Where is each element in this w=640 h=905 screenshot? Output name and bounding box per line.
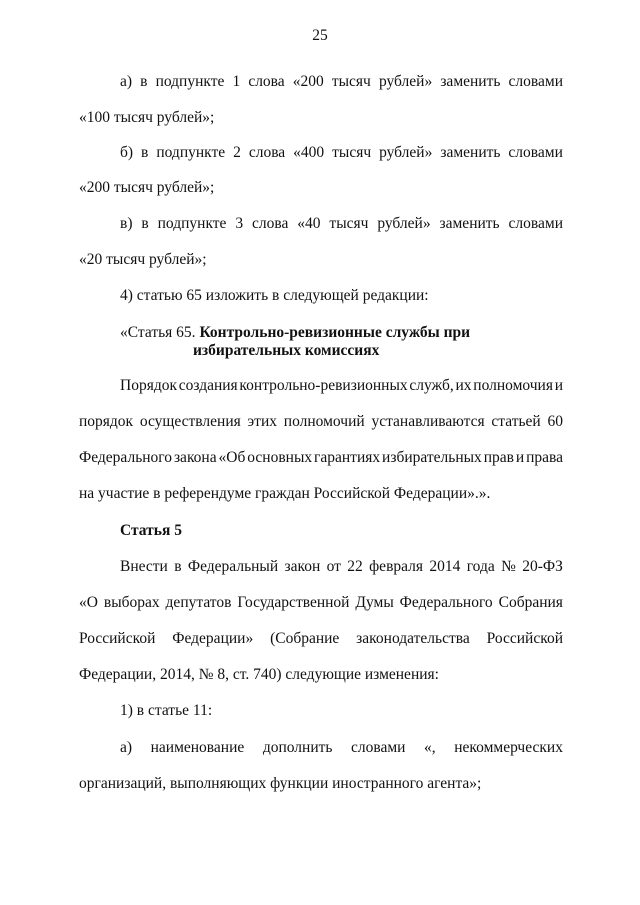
word: тысяч (331, 73, 371, 90)
article-5-heading: Статья 5 (120, 522, 182, 539)
word: депутатов (165, 594, 232, 611)
word: подпункте (157, 215, 227, 232)
article-5-line3 (79, 629, 563, 649)
word: слова (248, 73, 285, 90)
article-65-para-line1 (120, 376, 563, 396)
word: дополнить (262, 739, 333, 756)
word: а) (120, 73, 133, 90)
article-65-title-line1: Контрольно-ревизионные службы при (199, 324, 471, 341)
word: заменить (440, 144, 501, 161)
word: тысяч (332, 144, 372, 161)
word: создания (178, 377, 238, 394)
word: словами (508, 144, 563, 161)
word: подпункте (156, 144, 226, 161)
word: рублей» (379, 144, 433, 161)
word: «Об (218, 449, 246, 466)
word: а) (120, 739, 133, 756)
word: б) (120, 144, 134, 161)
word: и (515, 449, 525, 466)
article-5-line4: Федерации, 2014, № 8, ст. 740) следующие изменения: (79, 666, 439, 683)
article-65-title-line2: избирательных комиссиях (193, 342, 380, 359)
item-v-line1 (120, 214, 563, 234)
word: Федерального (79, 449, 173, 466)
word: слова (248, 144, 286, 161)
word: выборах (103, 594, 160, 611)
word: года (466, 558, 495, 575)
article-65-para-line4: на участие в референдуме граждан Российской Федерации».». (79, 485, 491, 502)
word: в (141, 144, 149, 161)
word: от (326, 558, 341, 575)
word: статьей (491, 413, 541, 430)
word: их (455, 377, 472, 394)
word: закона (173, 449, 217, 466)
word: 20-ФЗ (522, 558, 563, 575)
item-4: 4) статью 65 изложить в следующей редакции: (120, 287, 429, 304)
word: в) (120, 215, 133, 232)
item-b-line1 (120, 143, 563, 163)
word: словами (508, 215, 563, 232)
word: 22 (347, 558, 363, 575)
word: Собрания (498, 594, 563, 611)
article-65-para-line2 (79, 412, 563, 432)
word: закон (284, 558, 321, 575)
word: 3 (235, 215, 244, 232)
word: заменить (440, 73, 501, 90)
word: гарантиях (314, 449, 381, 466)
word: Порядок (120, 377, 177, 394)
word: наименование (150, 739, 245, 756)
word: словами (508, 73, 563, 90)
page-number: 25 (312, 27, 328, 44)
word: тысяч (329, 215, 369, 232)
word: «, (424, 739, 436, 756)
word: Государственной (237, 594, 350, 611)
word: 2014 (429, 558, 461, 575)
word: «200 (292, 73, 324, 90)
word: «40 (297, 215, 321, 232)
article-5-item1-a-line2: организаций, выполняющих функции иностранного агента»; (79, 775, 482, 792)
word: права (526, 449, 563, 466)
word: контрольно-ревизионных (239, 377, 408, 394)
word: избирательных (382, 449, 482, 466)
article-5-line2 (79, 593, 563, 613)
word: полномочия (473, 377, 553, 394)
word: этих (247, 413, 278, 430)
item-a-line1 (120, 72, 563, 92)
word: Федерации» (172, 630, 254, 647)
word: порядок (79, 413, 134, 430)
word: служб, (409, 377, 454, 394)
word: заменить (439, 215, 500, 232)
word: и (554, 377, 563, 394)
word: Думы (355, 594, 394, 611)
article-65-heading (120, 323, 470, 343)
word: некоммерческих (454, 739, 563, 756)
word: словами (351, 739, 406, 756)
item-a-line2: «100 тысяч рублей»; (79, 109, 215, 126)
word: рублей» (378, 73, 433, 90)
word: № (501, 558, 516, 575)
word: в (174, 558, 182, 575)
word: Федерального (399, 594, 493, 611)
article-65-para-line3 (79, 448, 563, 468)
article-5-item1: 1) в статье 11: (120, 702, 213, 719)
word: Российской (79, 630, 156, 647)
article-5-item1-a-line1 (120, 738, 563, 758)
word: Российской (486, 630, 563, 647)
word: февраля (369, 558, 424, 575)
word: «400 (293, 144, 325, 161)
word: рублей» (377, 215, 431, 232)
word: законодательства (356, 630, 470, 647)
item-v-line2: «20 тысяч рублей»; (79, 251, 207, 268)
word: 60 (547, 413, 563, 430)
word: Федеральный (187, 558, 279, 575)
word: полномочий (283, 413, 365, 430)
article-5-line1 (120, 557, 563, 577)
word: (Собрание (270, 630, 340, 647)
word: в (141, 215, 149, 232)
article-65-prefix: «Статья 65. (120, 324, 196, 341)
word: подпункте (155, 73, 225, 90)
word: в (140, 73, 148, 90)
word: основных (247, 449, 313, 466)
word: Внести (120, 558, 168, 575)
word: 2 (233, 144, 241, 161)
word: прав (483, 449, 514, 466)
word: слова (252, 215, 289, 232)
word: устанавливаются (371, 413, 485, 430)
item-b-line2: «200 тысяч рублей»; (79, 179, 215, 196)
word: «О (79, 594, 98, 611)
word: 1 (232, 73, 241, 90)
word: осуществления (139, 413, 241, 430)
